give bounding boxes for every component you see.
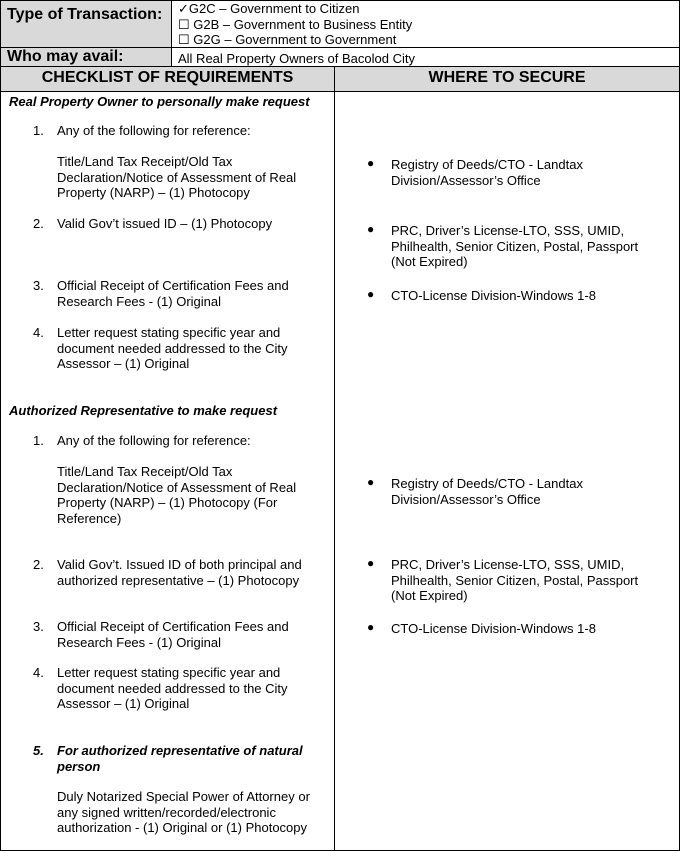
where-to-secure-text: (Not Expired) bbox=[391, 254, 468, 269]
requirement-text: Valid Gov’t issued ID – (1) Photocopy bbox=[57, 216, 273, 231]
requirement-text: authorized representative – (1) Photocopy bbox=[57, 572, 300, 588]
requirement-text: Title/Land Tax Receipt/Old Tax bbox=[57, 154, 233, 169]
who-may-avail-label: Who may avail: bbox=[7, 48, 124, 65]
bullet-icon: ● bbox=[367, 620, 375, 634]
item-number: 2. bbox=[33, 216, 44, 231]
requirement-text: Declaration/Notice of Assessment of Real bbox=[57, 479, 297, 495]
item-number: 4. bbox=[33, 665, 44, 680]
section-title: Real Property Owner to personally make request bbox=[9, 94, 310, 109]
where-to-secure-text: Division/Assessor’s Office bbox=[391, 491, 541, 507]
bullet-icon: ● bbox=[367, 287, 375, 301]
requirement-text: Research Fees - (1) Original bbox=[57, 634, 221, 650]
option-g2g: ☐ G2G – Government to Government bbox=[178, 32, 397, 47]
requirement-text: Letter request stating specific year and bbox=[57, 665, 281, 680]
requirement-text: document needed addressed to the City bbox=[57, 680, 288, 696]
where-to-secure-text: CTO-License Division-Windows 1-8 bbox=[391, 288, 596, 303]
requirement-text: Valid Gov’t. Issued ID of both principal and bbox=[57, 557, 302, 572]
checkbox-icon: ☐ bbox=[178, 32, 190, 47]
type-of-transaction-label: Type of Transaction: bbox=[7, 6, 163, 23]
option-g2b: ☐ G2B – Government to Business Entity bbox=[178, 17, 413, 32]
requirement-text: Any of the following for reference: bbox=[57, 123, 251, 138]
requirement-text: Letter request stating specific year and bbox=[57, 325, 281, 340]
requirement-text: Official Receipt of Certification Fees and bbox=[57, 619, 289, 634]
section-title: Authorized Representative to make request bbox=[9, 403, 278, 418]
requirement-text: Declaration/Notice of Assessment of Real bbox=[57, 169, 297, 185]
item-number: 1. bbox=[33, 123, 44, 138]
checkmark-icon: ✓ bbox=[178, 1, 189, 16]
requirement-text: For authorized representative of natural bbox=[57, 743, 303, 758]
bullet-icon: ● bbox=[367, 222, 375, 236]
requirement-text: Property (NARP) – (1) Photocopy bbox=[57, 185, 250, 200]
requirement-text: Reference) bbox=[57, 510, 122, 526]
item-number: 4. bbox=[33, 325, 44, 340]
requirement-text: Official Receipt of Certification Fees and bbox=[57, 278, 289, 293]
where-to-secure-text: (Not Expired) bbox=[391, 588, 468, 603]
checklist-header: CHECKLIST OF REQUIREMENTS bbox=[41, 69, 294, 86]
item-number: 3. bbox=[33, 278, 44, 293]
item-number: 5. bbox=[33, 743, 44, 758]
requirement-text: Title/Land Tax Receipt/Old Tax bbox=[57, 464, 233, 479]
requirement-text: Property (NARP) – (1) Photocopy (For bbox=[57, 495, 278, 510]
requirement-text: person bbox=[57, 758, 101, 774]
requirement-text: Duly Notarized Special Power of Attorney or bbox=[57, 789, 310, 804]
where-to-secure-text: PRC, Driver’s License-LTO, SSS, UMID, bbox=[391, 223, 625, 238]
requirement-text: Assessor – (1) Original bbox=[57, 696, 190, 711]
where-to-secure-header: WHERE TO SECURE bbox=[428, 69, 586, 86]
where-to-secure-text: Registry of Deeds/CTO - Landtax bbox=[391, 476, 583, 491]
where-to-secure-text: Philhealth, Senior Citizen, Postal, Passport bbox=[391, 238, 639, 254]
requirement-text: Assessor – (1) Original bbox=[57, 356, 190, 371]
item-number: 1. bbox=[33, 433, 44, 448]
requirement-text: Research Fees - (1) Original bbox=[57, 293, 221, 309]
where-to-secure-text: Philhealth, Senior Citizen, Postal, Passport bbox=[391, 572, 639, 588]
requirement-text: authorization - (1) Original or (1) Photocopy bbox=[57, 820, 308, 835]
item-number: 2. bbox=[33, 557, 44, 572]
bullet-icon: ● bbox=[367, 156, 375, 170]
requirement-text: Any of the following for reference: bbox=[57, 433, 251, 448]
bullet-icon: ● bbox=[367, 475, 375, 489]
option-g2c: ✓G2C – Government to Citizen bbox=[178, 1, 360, 16]
where-to-secure-text: Division/Assessor’s Office bbox=[391, 172, 541, 188]
who-may-avail-value: All Real Property Owners of Bacolod City bbox=[178, 51, 415, 66]
checkbox-icon: ☐ bbox=[178, 17, 190, 32]
where-to-secure-text: CTO-License Division-Windows 1-8 bbox=[391, 621, 596, 636]
where-to-secure-text: PRC, Driver’s License-LTO, SSS, UMID, bbox=[391, 557, 625, 572]
bullet-icon: ● bbox=[367, 556, 375, 570]
requirement-text: document needed addressed to the City bbox=[57, 340, 288, 356]
item-number: 3. bbox=[33, 619, 44, 634]
where-to-secure-text: Registry of Deeds/CTO - Landtax bbox=[391, 157, 583, 172]
requirement-text: any signed written/recorded/electronic bbox=[57, 804, 276, 820]
